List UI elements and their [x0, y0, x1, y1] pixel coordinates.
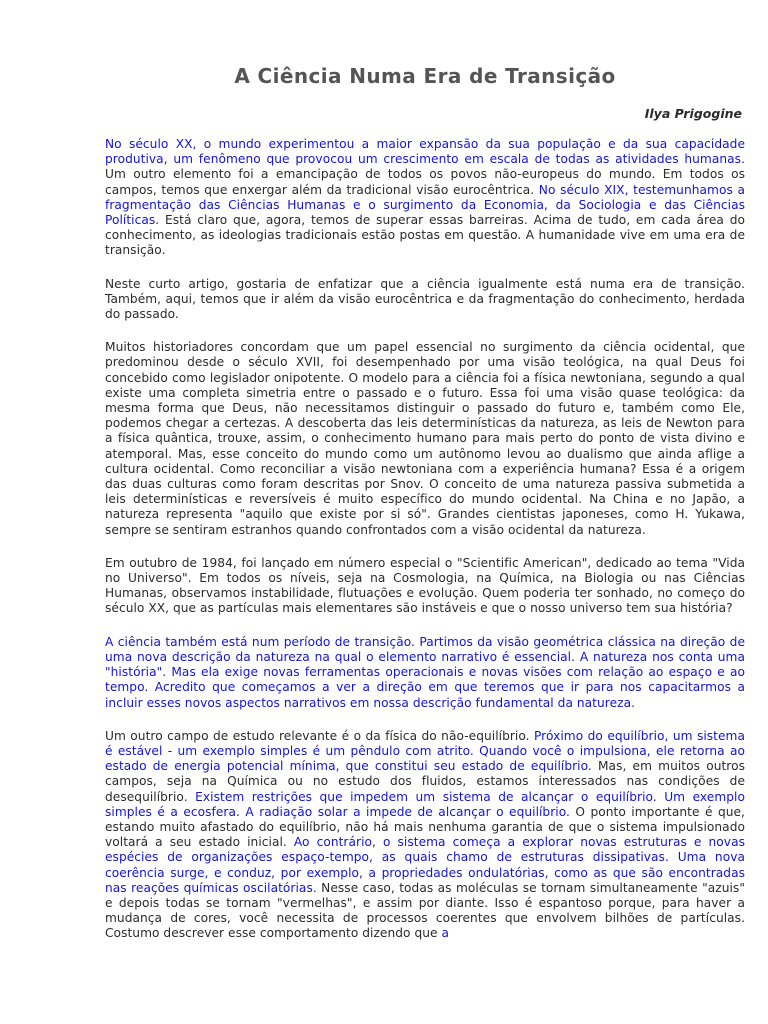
body-text: Um outro campo de estudo relevante é o da física do não-equilíbrio.: [105, 728, 534, 743]
article-body: [105, 137, 745, 960]
paragraph: [105, 277, 745, 323]
body-text: Nesse caso, todas as moléculas se tornam simultaneamente "azuis" e depois todas se tornam "vermelhas", e assim por diante. Isso é espantoso porque, para haver a mudança de cores, você necessita de processos coerentes que envolvem bilhões de partículas. Costumo descrever esse comportamento dizendo que: [105, 880, 745, 941]
paragraph: [105, 340, 745, 538]
paragraph: [105, 556, 745, 617]
paragraph: [105, 729, 745, 942]
body-text: Mas, em muitos outros campos, seja na Química ou no estudo dos fluidos, estamos interessados nas condições de desequilíbrio.: [105, 759, 746, 804]
highlighted-text: Ao contrário, o sistema começa a explorar novas estruturas e novas espécies de organizações espaço-tempo, as quais chamo de estruturas dissipativas. Uma nova coerência surge, e conduz, por exemplo, a propriedades ondulatórias, como as que são encontradas nas reações químicas oscilatórias.: [105, 835, 745, 895]
article-title: A Ciência Numa Era de Transição: [234, 64, 616, 88]
body-text: Um outro elemento foi a emancipação de todos os povos não-europeus do mundo. Em todos os campos, temos que enxergar além da tradicional visão eurocêntrica.: [105, 167, 745, 197]
body-text: Muitos historiadores concordam que um papel essencial no surgimento da ciência ocidental, que predominou desde o século XVII, foi desempenhado por uma visão teológica, na qual Deus foi concebido como legislador onipotente. O modelo para a ciência foi a física newtoniana, segundo a qual existe uma completa simetria entre o passado e o futuro. Essa foi uma visão quase teológica: da mesma forma que Deus, não necessitamos distinguir o passado do futuro e, também como Ele, podemos chegar a certezas. A descoberta das leis determinísticas da natureza, as leis de Newton para a física quântica, trouxe, assim, o conhecimento humano para mais perto do ponto de vista divino e atemporal. Mas, esse conceito do mundo como um autônomo levou ao dualismo que ainda aflige a cultura ocidental. Como reconciliar a visão newtoniana com a experiência humana? Essa é a origem das duas culturas como foram descritas por Snov. O conceito de uma natureza passiva submetida a leis determinísticas e reversíveis é muito específico do mundo ocidental. Na China e no Japão, a natureza representa "aquilo que existe por si só". Grandes cientistas japoneses, como H. Yukawa, sempre se sentiram estranhos quando confrontados com a visão ocidental da natureza.: [105, 340, 745, 537]
highlighted-text: No século XIX, testemunhamos a fragmentação das Ciências Humanas e o surgimento da Economia, da Sociologia e das Ciências Políticas.: [105, 182, 745, 228]
highlighted-text: A ciência também está num período de transição. Partimos da visão geométrica clássica na direção de uma nova descrição da natureza na qual o elemento narrativo é essencial. A natureza nos conta uma "história". Mas ela exige novas ferramentas operacionais e novas visões com relação ao espaço e ao tempo. Acredito que começamos a ver a direção em que teremos que ir para nos capacitarmos a incluir esses novos aspectos narrativos em nossa descrição fundamental da natureza.: [105, 634, 745, 710]
highlighted-text: a: [441, 926, 450, 941]
highlighted-text: Existem restrições que impedem um sistema de alcançar o equilíbrio. Um exemplo simples é a ecosfera. A radiação solar a impede de alcançar o equilíbrio.: [105, 789, 745, 819]
article-author: Ilya Prigogine: [644, 106, 742, 121]
paragraph: [105, 635, 745, 711]
highlighted-text: Próximo do equilíbrio, um sistema é estável - um exemplo simples é um pêndulo com atrito. Quando você o impulsiona, ele retorna ao estado de energia potencial mínima, que constitui seu estado de equilíbrio.: [105, 728, 746, 774]
body-text: Em outubro de 1984, foi lançado em número especial o "Scientific American", dedicado ao tema "Vida no Universo". Em todos os níveis, seja na Cosmologia, na Química, na Biologia ou nas Ciências Humanas, observamos instabilidade, flutuações e evolução. Quem poderia ter sonhado, no começo do século XX, que as partículas mais elementares são instáveis e que o nosso universo tem sua história?: [105, 555, 745, 616]
paragraph: [105, 137, 745, 259]
body-text: O ponto importante é que, estando muito afastado do equilíbrio, não há mais nenhuma garantia de que o sistema impulsionado voltará a seu estado inicial.: [105, 804, 745, 850]
body-text: Está claro que, agora, temos de superar essas barreiras. Acima de tudo, em cada área do conhecimento, as ideologias tradicionais estão postas em questão. A humanidade vive em uma era de transição.: [105, 213, 745, 258]
highlighted-text: No século XX, o mundo experimentou a maior expansão da sua população e da sua capacidade produtiva, um fenômeno que provocou um crescimento em escala de todas as atividades humanas.: [105, 137, 745, 167]
body-text: Neste curto artigo, gostaria de enfatizar que a ciência igualmente está numa era de transição. Também, aqui, temos que ir além da visão eurocêntrica e da fragmentação do conhecimento, herdada do passado.: [105, 276, 745, 322]
